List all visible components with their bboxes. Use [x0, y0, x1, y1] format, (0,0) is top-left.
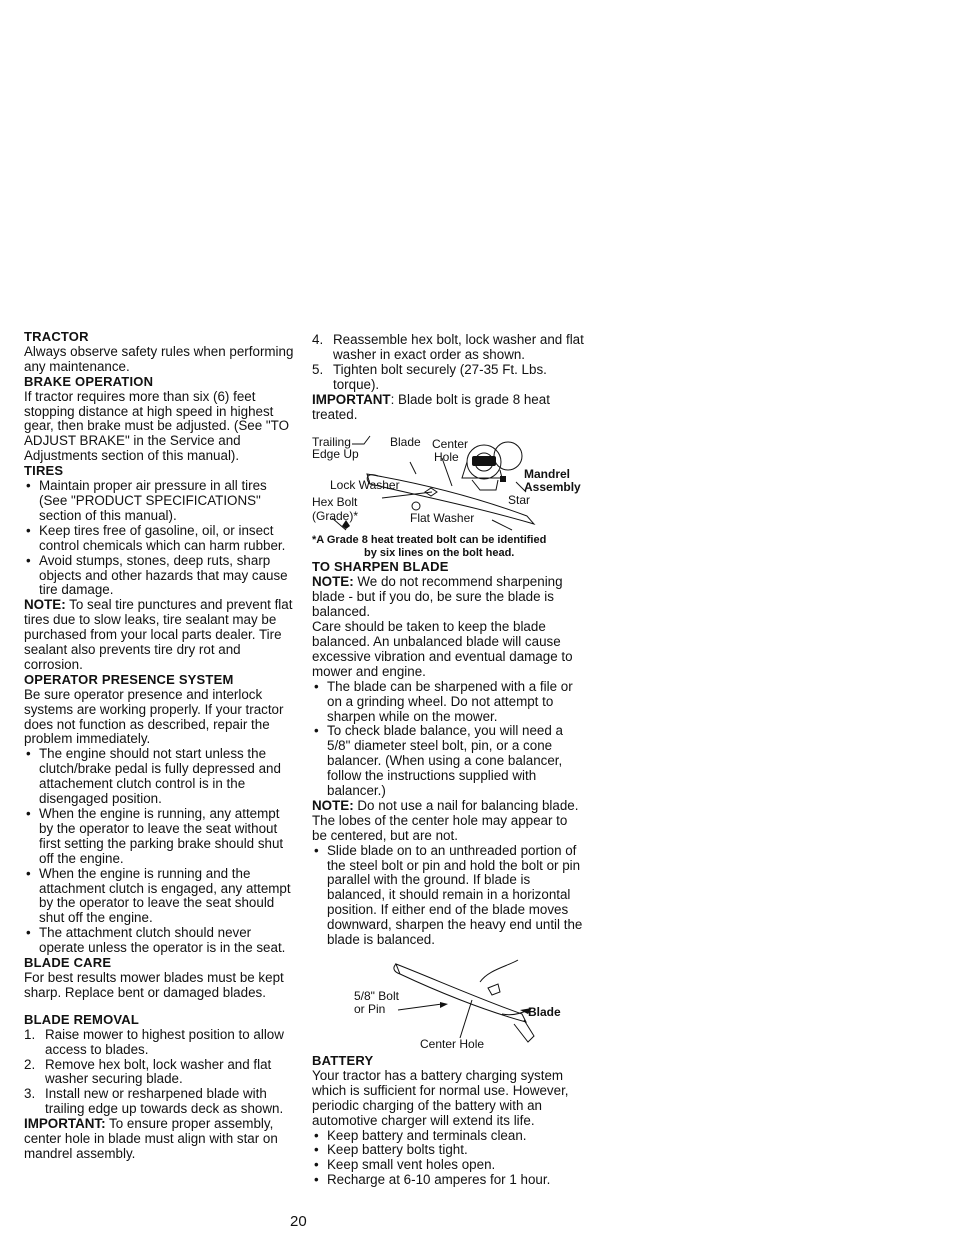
operator-presence-bullet: • The engine should not start unless the clutch/brake pedal is fully depressed and attachement clutch control is in the disengaged position. — [24, 747, 296, 807]
battery-bullet: • Recharge at 6-10 amperes for 1 hour. — [312, 1173, 584, 1188]
step-text: Raise mower to highest position to allow access to blades. — [45, 1026, 284, 1057]
operator-presence-heading: OPERATOR PRESENCE SYSTEM — [24, 671, 234, 687]
blade-removal-step — [24, 1058, 296, 1088]
grade-footnote-line2: by six lines on the bolt head. — [364, 547, 515, 560]
operator-presence-bullet: • When the engine is running, any attempt by the operator to leave the seat without first setting the parking brake should shut off the engine. — [24, 807, 296, 867]
label-mandrel: Mandrel — [524, 467, 571, 482]
tires-bullet: • Avoid stumps, stones, deep ruts, sharp objects and other hazards that may cause tire damage. — [24, 554, 296, 599]
label-bolt: 5/8" Bolt — [354, 989, 399, 1003]
label-trailing: Trailing — [312, 435, 351, 450]
step-text: Reassemble hex bolt, lock washer and flat washer in exact order as shown. — [333, 332, 584, 362]
sharpen-blade-heading: TO SHARPEN BLADE — [312, 559, 449, 575]
operator-presence-bullet: • When the engine is running and the attachment clutch is engaged, any attempt by the operator to leave the seat should shut off the engine. — [24, 867, 296, 927]
battery-text: Your tractor has a battery charging system which is sufficient for normal use. However, periodic charging of the battery with an automotive charger will extend its life. — [312, 1067, 569, 1128]
step-number: 3. — [24, 1086, 36, 1102]
note-text: Do not use a nail for balancing blade. The lobes of the center hole may appear to be centered, but are not. — [312, 797, 579, 843]
blade-removal-heading: BLADE REMOVAL — [24, 1011, 140, 1027]
right-column — [312, 333, 584, 1188]
blade-install-step — [312, 333, 584, 363]
tractor-heading: TRACTOR — [24, 329, 89, 344]
blade-removal-step — [24, 1087, 296, 1117]
blade-care-text: For best results mower blades must be kept sharp. Replace bent or damaged blades. — [24, 969, 284, 1000]
blade-care-heading: BLADE CARE — [24, 955, 112, 971]
blade-removal-important — [24, 1117, 296, 1162]
label-grade: (Grade)* — [312, 509, 359, 524]
nail-note — [312, 799, 584, 844]
blade-assembly-diagram — [312, 434, 584, 534]
battery-bullet: • Keep battery and terminals clean. — [312, 1129, 584, 1144]
step-number: 4. — [312, 332, 324, 347]
step-text: Tighten bolt securely (27-35 Ft. Lbs. torque). — [333, 361, 547, 392]
label-center: Center — [432, 437, 469, 452]
left-column — [24, 330, 296, 1162]
bolt-grade-important — [312, 393, 584, 423]
tires-bullet: • Maintain proper air pressure in all tires (See "PRODUCT SPECIFICATIONS" section of this manual). — [24, 479, 296, 524]
step-text: Install new or resharpened blade with trailing edge up towards deck as shown. — [45, 1086, 284, 1117]
step-number: 5. — [312, 361, 324, 377]
brake-operation-heading: BRAKE OPERATION — [24, 373, 154, 389]
label-hex-bolt: Hex Bolt — [312, 495, 358, 510]
tractor-text: Always observe safety rules when performing any maintenance. — [24, 343, 294, 374]
battery-bullet: • Keep battery bolts tight. — [312, 1143, 584, 1158]
label-or-pin: or Pin — [354, 1002, 386, 1016]
battery-heading: BATTERY — [312, 1053, 374, 1068]
label-blade: Blade — [528, 1005, 561, 1019]
important-label: IMPORTANT — [312, 391, 391, 407]
care-text: Care should be taken to keep the blade balanced. An unbalanced blade will cause excessive vibration and eventual damage to mower and engine. — [312, 619, 573, 679]
page-number: 20 — [290, 1213, 307, 1230]
step-text: Remove hex bolt, lock washer and flat washer securing blade. — [45, 1056, 272, 1087]
label-flat-washer: Flat Washer — [410, 511, 475, 526]
important-label: IMPORTANT: — [24, 1116, 106, 1132]
brake-operation-text: If tractor requires more than six (6) feet stopping distance at high speed in highest gear, then brake must be adjusted. (See "TO ADJUST BRAKE" in the Service and Adjustments section of this manual). — [24, 388, 290, 464]
blade-removal-step — [24, 1028, 296, 1058]
important-text: To ensure proper assembly, center hole in blade must align with star on mandrel assembly. — [24, 1116, 278, 1161]
label-lock-washer: Lock Washer — [330, 478, 400, 493]
sharpen-bullet: • The blade can be sharpened with a file or on a grinding wheel. Do not attempt to sharpen while on the mower. — [312, 680, 584, 725]
battery-bullet: • Keep small vent holes open. — [312, 1158, 584, 1173]
grade-footnote: *A Grade 8 heat treated bolt can be identified — [312, 534, 547, 547]
operator-presence-text: Be sure operator presence and interlock systems are working properly. If your tractor does not function as described, repair the problem immediately. — [24, 686, 284, 747]
step-number: 1. — [24, 1026, 36, 1042]
label-star: Star — [508, 493, 531, 508]
tires-note-text: To seal tire punctures and prevent flat tires due to slow leaks, tire sealant may be purchased from your local parts dealer. Tire sealant also prevents tire dry rot and corrosion. — [24, 597, 293, 672]
note-label: NOTE: — [312, 797, 354, 813]
step-number: 2. — [24, 1056, 36, 1072]
note-text: We do not recommend sharpening blade - but if you do, be sure the blade is balanced. — [312, 574, 563, 620]
label-center-hole: Center Hole — [420, 1037, 485, 1051]
tires-note — [24, 598, 296, 673]
blade-balance-diagram — [312, 958, 584, 1054]
important-text: : Blade bolt is grade 8 heat treated. — [312, 391, 550, 422]
label-edge-up: Edge Up — [312, 447, 359, 462]
balance-bullet: • Slide blade on to an unthreaded portion of the steel bolt or pin and hold the bolt or pin parallel with the ground. If blade is balanced, it should remain in a horizontal position. If either end of the blade moves downward, sharpen the heavy end until the blade is balanced. — [312, 844, 584, 948]
label-blade: Blade — [390, 435, 421, 450]
operator-presence-bullet: • The attachment clutch should never operate unless the operator is in the seat. — [24, 926, 296, 956]
blade-install-step — [312, 363, 584, 393]
label-hole: Hole — [434, 450, 459, 465]
note-label: NOTE: — [312, 574, 354, 590]
label-assembly: Assembly — [524, 480, 581, 495]
tires-note-label: NOTE: — [24, 597, 66, 613]
sharpen-note — [312, 575, 584, 620]
tires-heading: TIRES — [24, 463, 64, 479]
tires-bullet: • Keep tires free of gasoline, oil, or insect control chemicals which can harm rubber. — [24, 524, 296, 554]
sharpen-bullet: • To check blade balance, you will need a 5/8" diameter steel bolt, pin, or a cone balancer. (When using a cone balancer, follow the instructions supplied with balancer.) — [312, 724, 584, 799]
